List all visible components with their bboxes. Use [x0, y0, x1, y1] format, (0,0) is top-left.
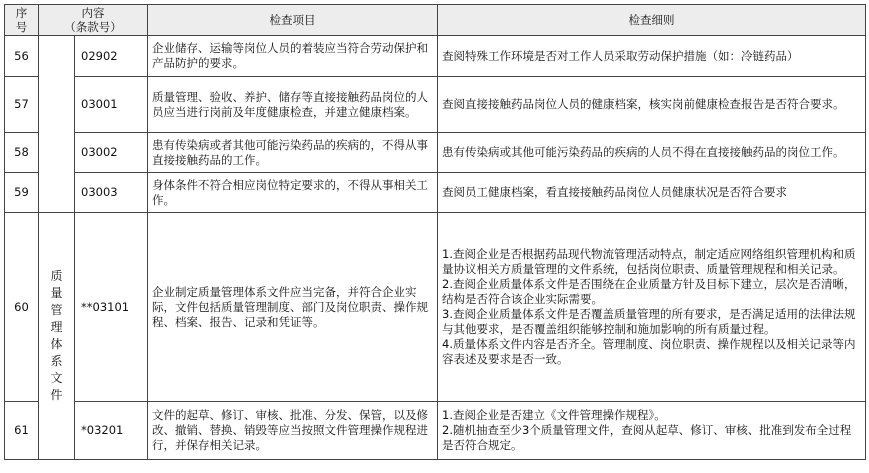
row-item: 企业制定质量管理体系文件应当完备，并符合企业实际，文件包括质量管理制度、部门及岗位职责、操作规程、档案、报告、记录和凭证等。 — [148, 213, 438, 402]
row-detail: 查阅特殊工作环境是否对工作人员采取劳动保护措施（如：冷链药品） — [438, 36, 866, 77]
row-detail: 查阅直接接触药品岗位人员的健康档案，核实岗前健康检查报告是否符合要求。 — [438, 77, 866, 133]
row-item: 患有传染病或者其他可能污染药品的疾病的，不得从事直接接触药品的工作。 — [148, 133, 438, 173]
category-cell — [39, 213, 75, 460]
category-cell-blank — [39, 36, 75, 213]
row-code: 03001 — [75, 77, 148, 133]
category-char: 量 — [50, 286, 63, 300]
detail-line: 4.质量体系文件内容是否齐全。管理制度、岗位职责、操作规程以及相关记录等内容表述及要求是否一致。 — [442, 337, 856, 366]
detail-line: 2.查阅企业质量体系文件是否围绕在企业质量方针及目标下建立，层次是否清晰，结构是否符合该企业实际需要。 — [442, 277, 856, 306]
row-seq: 61 — [5, 402, 39, 460]
row-item: 企业储存、运输等岗位人员的着装应当符合劳动保护和产品防护的要求。 — [148, 36, 438, 77]
category-char: 管 — [50, 303, 63, 317]
table-header-row — [5, 5, 866, 36]
row-detail: 患有传染病或其他可能污染药品的疾病的人员不得在直接接触药品的岗位工作。 — [438, 133, 866, 173]
row-seq: 60 — [5, 213, 39, 402]
category-char: 件 — [50, 388, 63, 402]
inspection-table — [4, 4, 866, 460]
category-char: 质 — [50, 269, 63, 283]
header-content — [39, 5, 148, 36]
row-item: 文件的起草、修订、审核、批准、分发、保管，以及修改、撤销、替换、销毁等应当按照文件管理操作规程进行，并保存相关记录。 — [148, 402, 438, 460]
row-detail: 查阅员工健康档案，看直接接触药品岗位人员健康状况是否符合要求 — [438, 173, 866, 213]
header-item: 检查项目 — [148, 5, 438, 36]
header-seq — [5, 5, 39, 36]
row-detail — [438, 402, 866, 460]
row-code: *03201 — [75, 402, 148, 460]
table-row — [5, 173, 866, 213]
row-code: 02902 — [75, 36, 148, 77]
category-char: 文 — [50, 371, 63, 385]
row-code: 03003 — [75, 173, 148, 213]
header-detail: 检查细则 — [438, 5, 866, 36]
row-detail — [438, 213, 866, 402]
category-char: 系 — [50, 354, 63, 368]
table-row — [5, 402, 866, 460]
page — [4, 4, 866, 460]
row-item: 身体条件不符合相应岗位特定要求的，不得从事相关工作。 — [148, 173, 438, 213]
detail-line: 2.随机抽查至少3个质量管理文件，查阅从起草、修订、审核、批准到发布全过程是否符合规定。 — [442, 423, 852, 452]
header-content-line2: （条款号） — [64, 20, 122, 34]
row-code: 03002 — [75, 133, 148, 173]
category-char: 体 — [50, 337, 63, 351]
row-seq: 59 — [5, 173, 39, 213]
row-item: 质量管理、验收、养护、储存等直接接触药品岗位的人员应当进行岗前及年度健康检查，并建立健康档案。 — [148, 77, 438, 133]
table-row — [5, 77, 866, 133]
header-seq-line2: 号 — [15, 20, 28, 34]
row-seq: 56 — [5, 36, 39, 77]
detail-line: 3.查阅企业质量体系文件是否覆盖质量管理的所有要求，是否满足适用的法律法规与其他要求，是否覆盖组织能够控制和施加影响的所有质量过程。 — [442, 307, 856, 336]
detail-line: 1.查阅企业是否根据药品现代物流管理活动特点，制定适应网络组织管理机构和质量协议相关方质量管理的文件系统，包括岗位职责、质量管理规程和相关记录。 — [442, 247, 856, 276]
header-seq-line1: 序 — [15, 6, 28, 20]
row-code: **03101 — [75, 213, 148, 402]
category-char: 理 — [50, 320, 63, 334]
table-row — [5, 213, 866, 402]
table-row — [5, 36, 866, 77]
row-seq: 58 — [5, 133, 39, 173]
detail-line: 1.查阅企业是否建立《文件管理操作规程》。 — [442, 408, 666, 422]
table-row — [5, 133, 866, 173]
header-content-line1: 内容 — [81, 6, 105, 20]
row-seq: 57 — [5, 77, 39, 133]
